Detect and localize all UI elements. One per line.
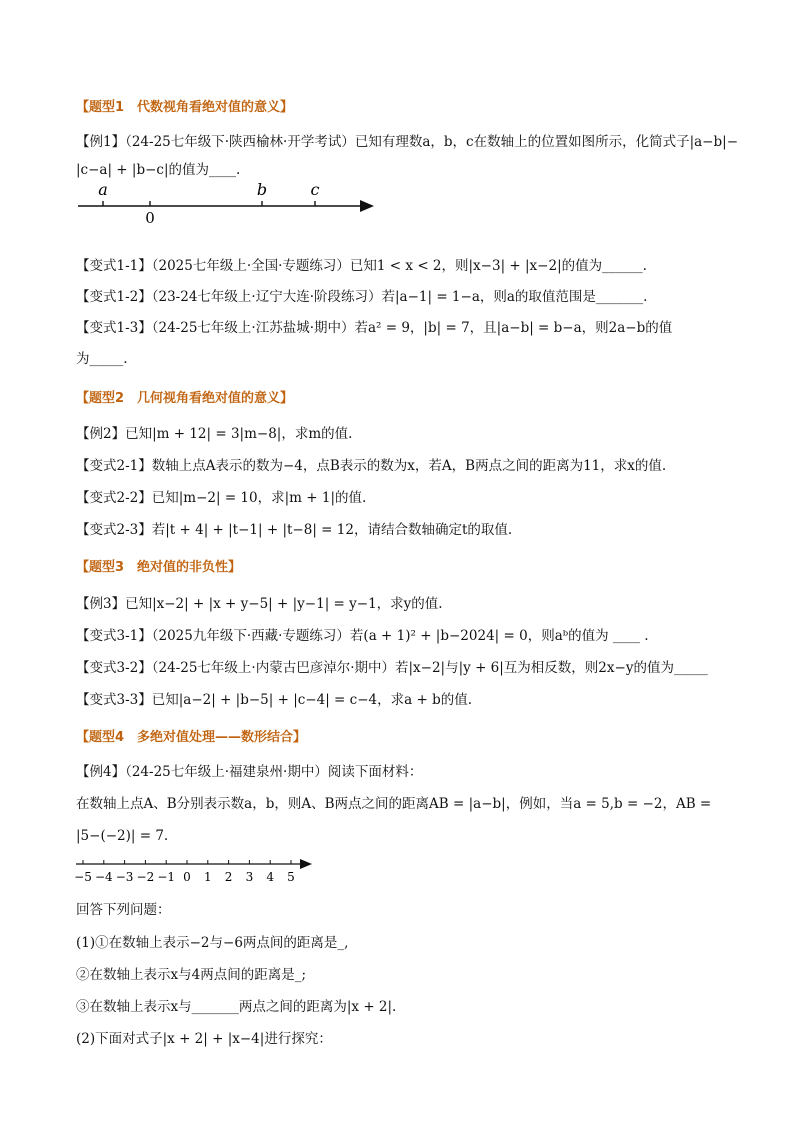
number-line-1 bbox=[70, 176, 390, 228]
number-line-2-labels bbox=[74, 870, 295, 884]
number-line-2 bbox=[72, 854, 322, 888]
variant-3-3: 【变式3-3】已知|a−2| + |b−5| + |c−4| = c−4，求a + b的值. bbox=[76, 692, 473, 708]
section-heading-1: 【题型1 代数视角看绝对值的意义】 bbox=[76, 100, 294, 115]
number-line-2-tick-label: 5 bbox=[287, 870, 295, 884]
variant-2-2: 【变式2-2】已知|m−2| = 10，求|m + 1|的值. bbox=[76, 490, 367, 506]
question-1-part-2: ②在数轴上表示x与4两点间的距离是_; bbox=[76, 967, 307, 983]
number-line-2-tick-label: 0 bbox=[183, 870, 191, 884]
number-line-1-arrow bbox=[360, 200, 374, 212]
number-line-2-arrow bbox=[300, 859, 312, 869]
variant-2-1: 【变式2-1】数轴上点A表示的数为−4，点B表示的数为x，若A，B两点之间的距离为11，求x的值. bbox=[76, 458, 667, 474]
number-line-1-label-a: a bbox=[98, 180, 108, 199]
variant-2-3: 【变式2-3】若|t + 4| + |t−1| + |t−8| = 12，请结合数轴确定t的取值. bbox=[76, 522, 513, 538]
variant-1-1: 【变式1-1】（2025七年级上·全国·专题练习）已知1 < x < 2，则|x−3| + |x−2|的值为______. bbox=[76, 258, 647, 274]
example-4: 【例4】（24-25七年级上·福建泉州·期中）阅读下面材料： bbox=[76, 764, 423, 780]
example-4-material-line-2: |5−(−2)| = 7. bbox=[76, 828, 169, 844]
number-line-1-origin: 0 bbox=[145, 209, 155, 227]
number-line-2-tick-label: −2 bbox=[136, 870, 155, 884]
number-line-2-tick-label: 2 bbox=[224, 870, 233, 884]
question-1-part-3: ③在数轴上表示x与_______两点之间的距离为|x + 2|. bbox=[76, 999, 397, 1015]
number-line-2-tick-label: −5 bbox=[74, 870, 92, 884]
example-3: 【例3】已知|x−2| + |x + y−5| + |y−1| = y−1，求y的值. bbox=[76, 596, 443, 612]
section-heading-2: 【题型2 几何视角看绝对值的意义】 bbox=[76, 391, 294, 406]
answer-heading: 回答下列问题： bbox=[76, 902, 171, 918]
question-1-part-1: (1)①在数轴上表示−2与−6两点间的距离是_, bbox=[76, 935, 349, 951]
example-1-line-1: 【例1】（24-25七年级下·陕西榆林·开学考试）已知有理数a，b，c在数轴上的位置如图所示，化简式子|a−b|− bbox=[76, 134, 738, 150]
number-line-2-tick-label: 1 bbox=[203, 870, 212, 884]
example-1-line-2: |c−a| + |b−c|的值为____. bbox=[76, 162, 241, 178]
number-line-2-tick-label: 3 bbox=[245, 870, 254, 884]
variant-1-3-line-2: 为_____. bbox=[76, 351, 128, 367]
section-heading-4: 【题型4 多绝对值处理——数形结合】 bbox=[76, 730, 307, 745]
number-line-1-label-b: b bbox=[256, 180, 268, 199]
question-2: (2)下面对式子|x + 2| + |x−4|进行探究： bbox=[76, 1031, 332, 1047]
number-line-2-tick-label: −1 bbox=[157, 870, 176, 884]
variant-3-2: 【变式3-2】（24-25七年级上·内蒙古巴彦淖尔·期中）若|x−2|与|y + 6|互为相反数，则2x−y的值为_____ bbox=[76, 660, 708, 676]
section-heading-3: 【题型3 绝对值的非负性】 bbox=[76, 560, 242, 575]
number-line-1-label-c: c bbox=[310, 180, 320, 199]
number-line-2-tick-label: −3 bbox=[115, 870, 134, 884]
variant-1-3-line-1: 【变式1-3】（24-25七年级上·江苏盐城·期中）若a² = 9，|b| = 7，且|a−b| = b−a，则2a−b的值 bbox=[76, 320, 673, 336]
number-line-2-tick-label: 4 bbox=[266, 870, 275, 884]
example-2: 【例2】已知|m + 12| = 3|m−8|，求m的值. bbox=[76, 426, 353, 442]
number-line-2-tick-label: −4 bbox=[94, 870, 113, 884]
variant-3-1: 【变式3-1】（2025九年级下·西藏·专题练习）若(a + 1)² + |b−2024| = 0，则aᵇ的值为 ____ . bbox=[76, 628, 649, 644]
example-4-material-line-1: 在数轴上点A、B分别表示数a，b，则A、B两点之间的距离AB = |a−b|，例如，当a = 5,b = −2，AB = bbox=[76, 796, 712, 812]
variant-1-2: 【变式1-2】（23-24七年级上·辽宁大连·阶段练习）若|a−1| = 1−a，则a的取值范围是_______. bbox=[76, 289, 648, 305]
